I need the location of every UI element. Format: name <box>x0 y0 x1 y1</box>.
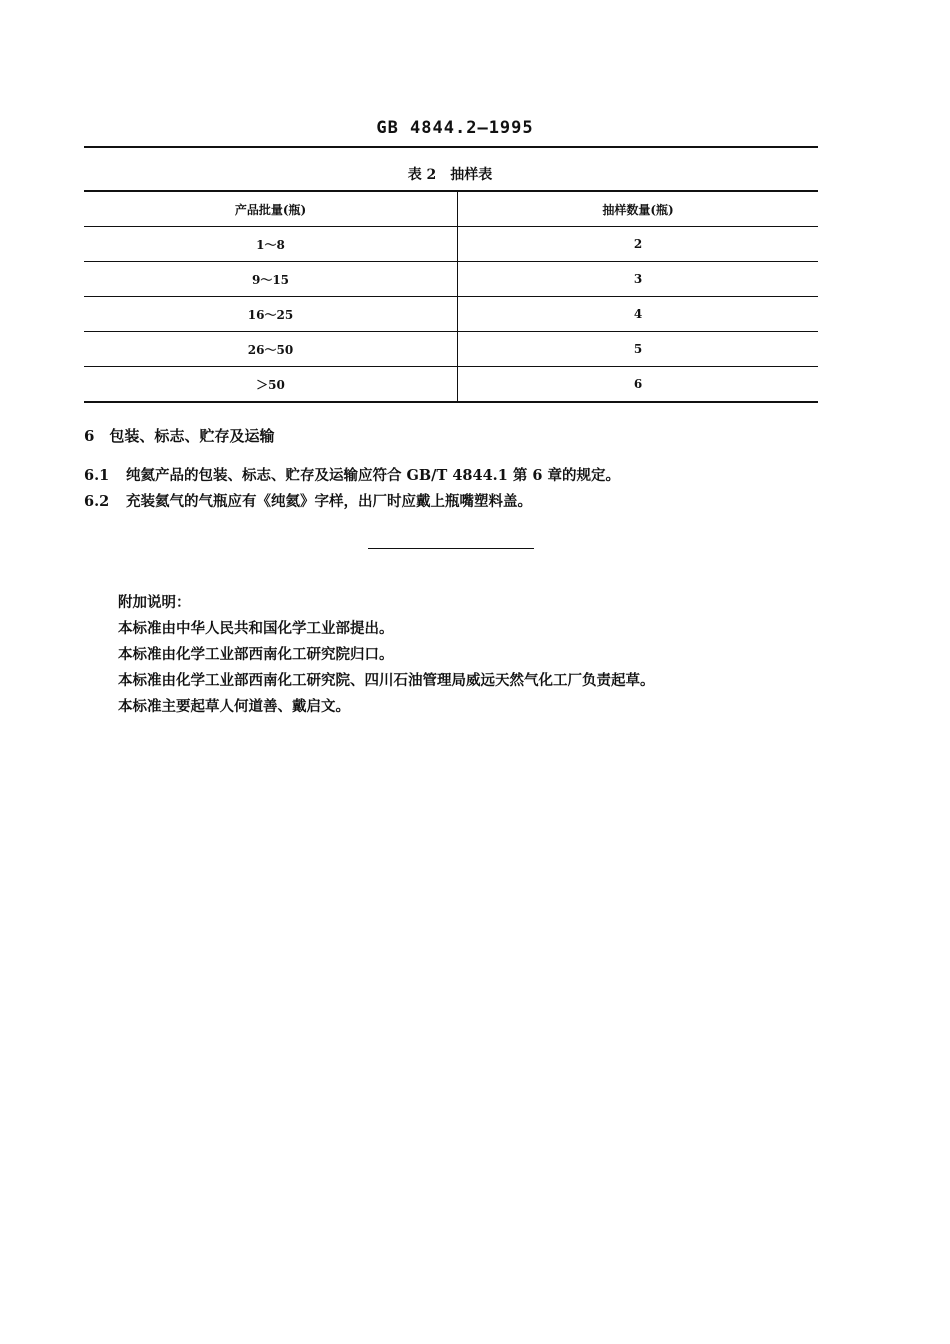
table-cell: 4 <box>458 297 819 332</box>
table-cell: 26～50 <box>84 332 458 367</box>
table-header-row <box>84 191 818 227</box>
standard-code: GB 4844.2—1995 <box>376 118 534 138</box>
clause-text: 纯氦产品的包装、标志、贮存及运输应符合 GB/T 4844.1 第 6 章的规定。 <box>126 467 621 484</box>
table-cell: 2 <box>458 227 819 262</box>
end-rule <box>368 548 534 549</box>
table-row <box>84 297 818 332</box>
additional-notes <box>118 590 655 720</box>
table-cell: 3 <box>458 262 819 297</box>
notes-title: 附加说明： <box>118 594 191 611</box>
clause-text: 充装氦气的气瓶应有《纯氦》字样，出厂时应戴上瓶嘴塑料盖。 <box>126 493 532 510</box>
clause-6-2 <box>84 490 532 511</box>
notes-line: 本标准由化学工业部西南化工研究院归口。 <box>118 646 394 663</box>
table-row <box>84 367 818 403</box>
clause-number: 6.2 <box>84 493 110 510</box>
sampling-table <box>84 190 818 403</box>
table-cell: 5 <box>458 332 819 367</box>
notes-line: 本标准由中华人民共和国化学工业部提出。 <box>118 620 394 637</box>
table-cell: 9～15 <box>84 262 458 297</box>
table-row <box>84 227 818 262</box>
clause-6-1 <box>84 464 620 485</box>
table-cell: ＞50 <box>84 367 458 403</box>
table-cell: 6 <box>458 367 819 403</box>
notes-line: 本标准主要起草人何道善、戴启文。 <box>118 698 350 715</box>
header-rule <box>84 146 818 148</box>
table-cell: 1～8 <box>84 227 458 262</box>
notes-line: 本标准由化学工业部西南化工研究院、四川石油管理局威远天然气化工厂负责起草。 <box>118 672 655 689</box>
column-header-batch-size: 产品批量(瓶) <box>84 191 458 227</box>
section-heading: 6 包装、标志、贮存及运输 <box>84 427 275 445</box>
table-caption: 表 2 抽样表 <box>407 167 493 183</box>
table-row <box>84 332 818 367</box>
table-cell: 16～25 <box>84 297 458 332</box>
column-header-sample-count: 抽样数量(瓶) <box>458 191 819 227</box>
table-row <box>84 262 818 297</box>
clause-number: 6.1 <box>84 467 110 484</box>
